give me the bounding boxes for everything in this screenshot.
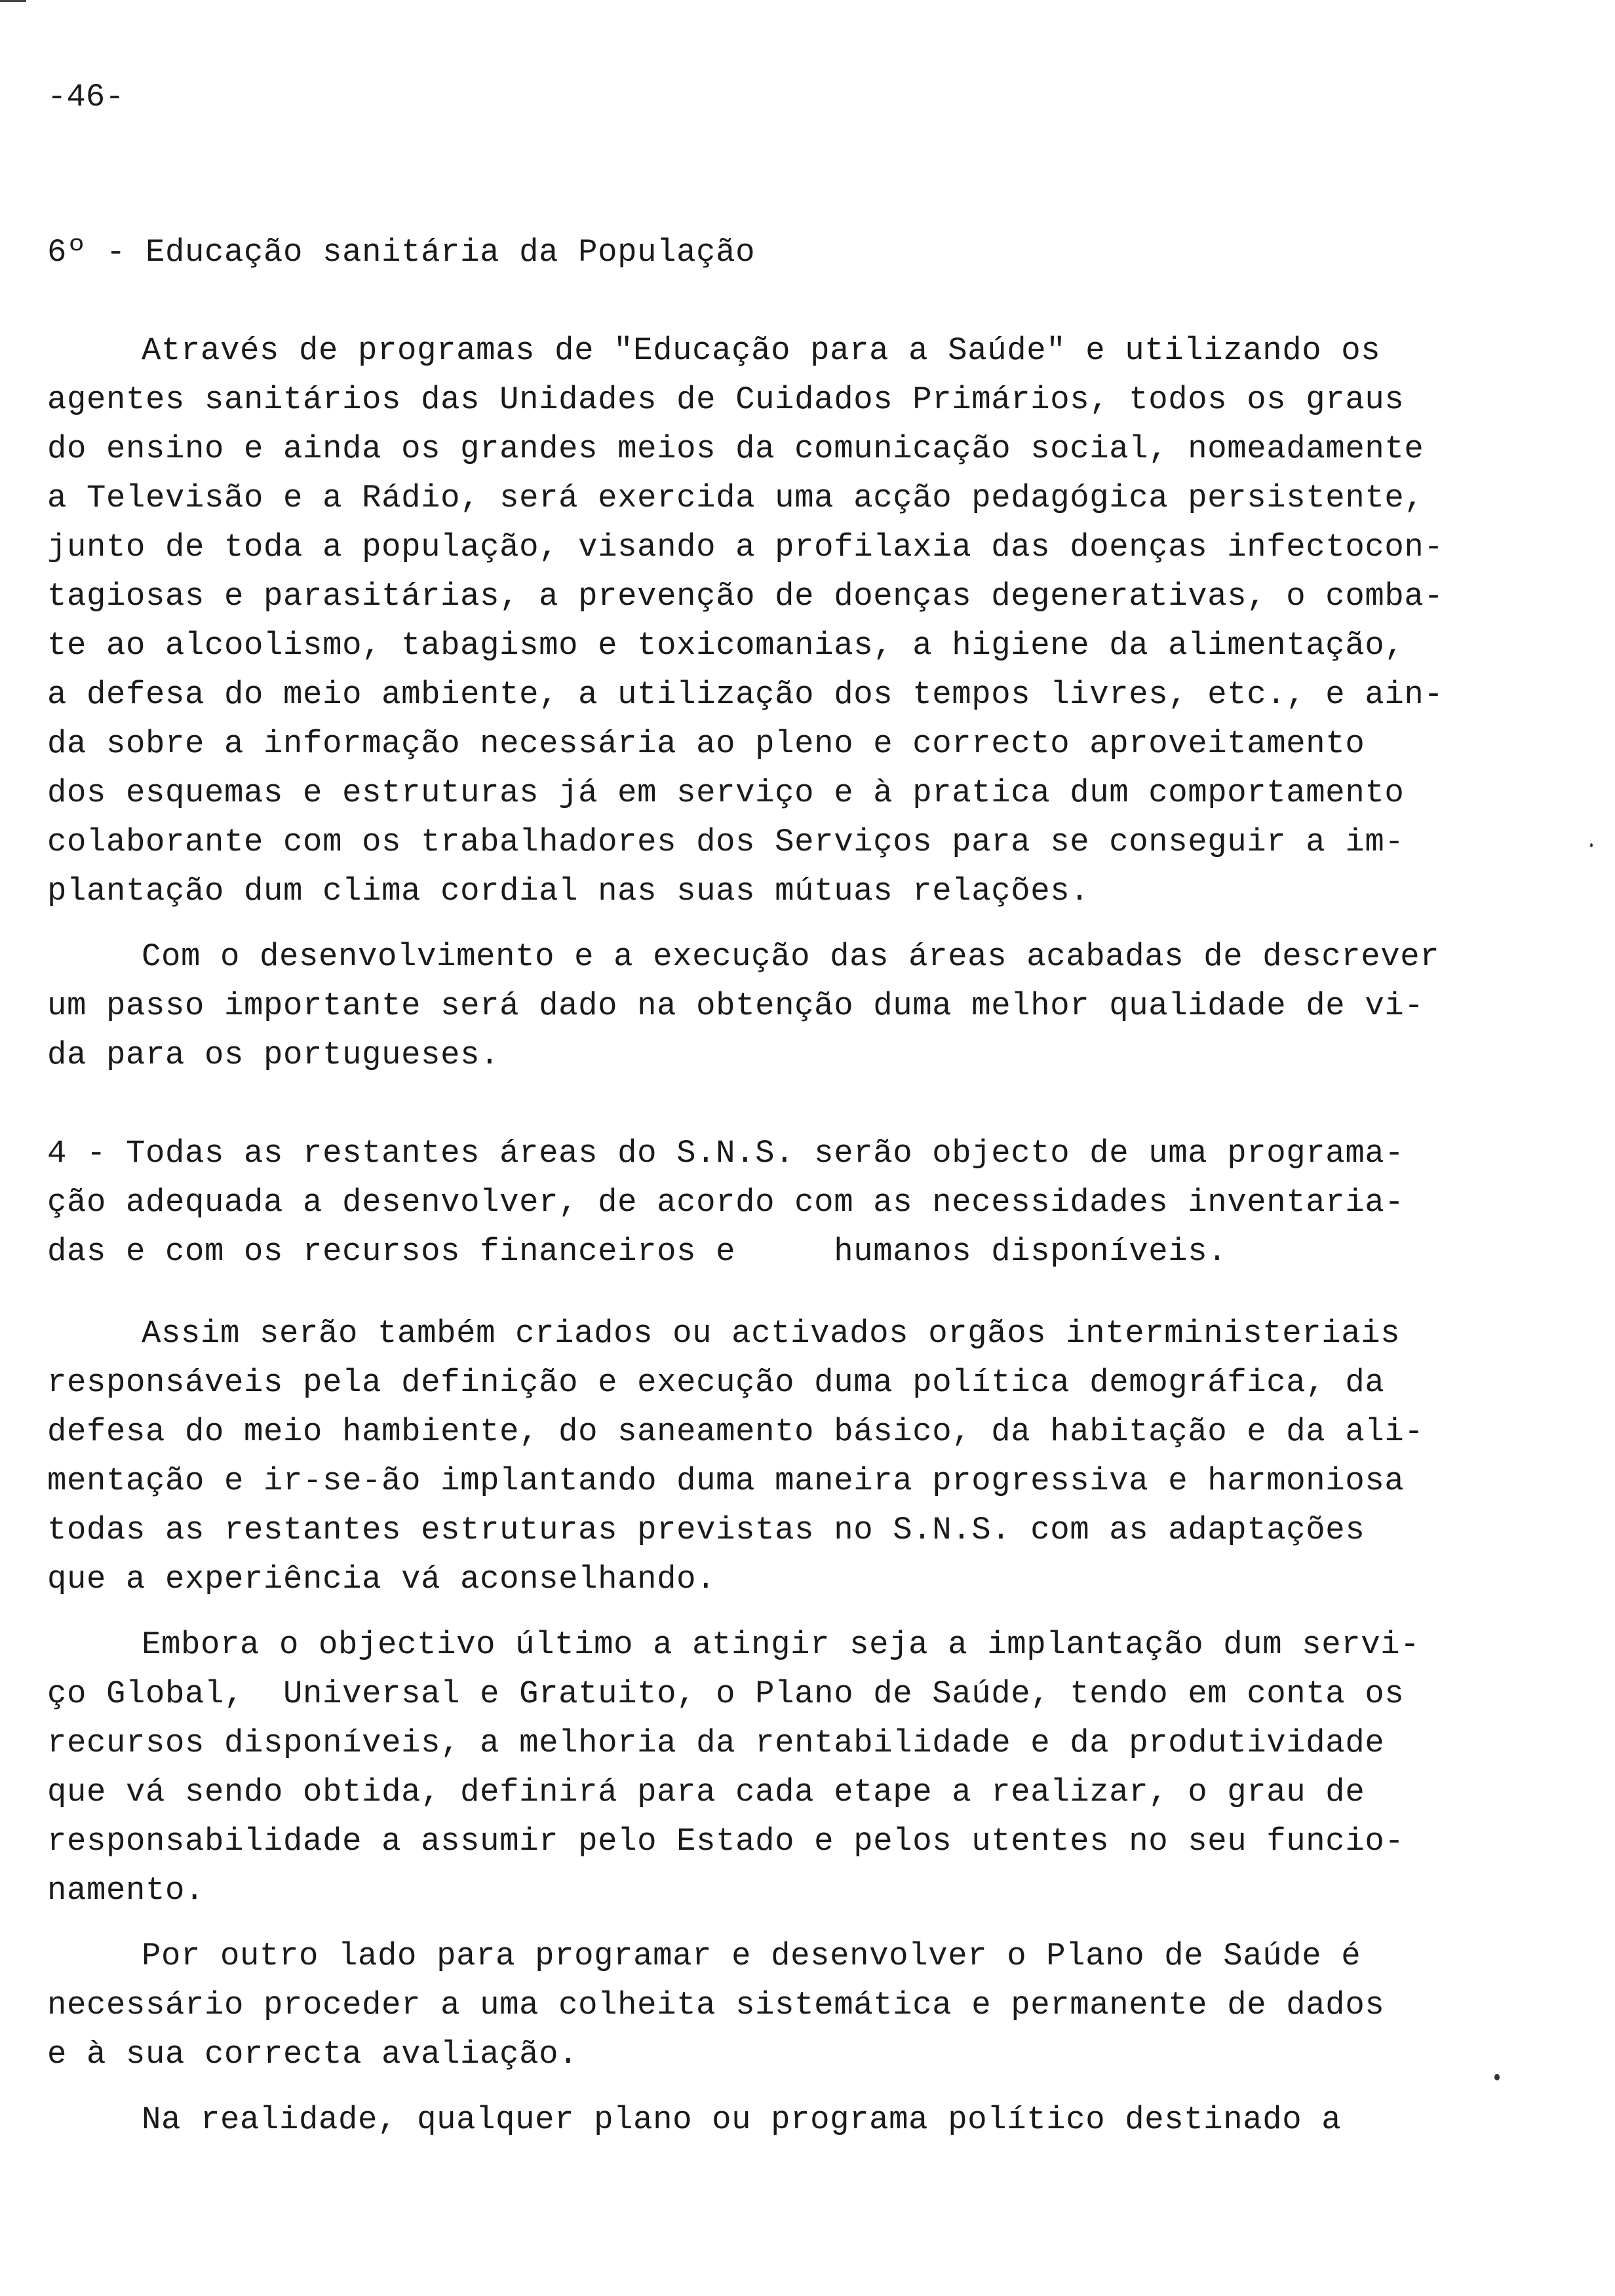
text-line: um passo importante será dado na obtenção duma melhor qualidade de vi-	[47, 987, 1424, 1024]
text-line: a defesa do meio ambiente, a utilização dos tempos livres, etc., e ain-	[47, 676, 1444, 713]
text-line: da para os portugueses.	[47, 1037, 500, 1073]
text-line: Através de programas de "Educação para a Saúde" e utilizando os	[142, 332, 1381, 369]
text-line: responsáveis pela definição e execução duma política demográfica, da	[47, 1364, 1385, 1401]
text-line: do ensino e ainda os grandes meios da comunicação social, nomeadamente	[47, 430, 1424, 467]
text-line: tagiosas e parasitárias, a prevenção de doenças degenerativas, o comba-	[47, 578, 1444, 615]
text-line: recursos disponíveis, a melhoria da rentabilidade e da produtividade	[47, 1725, 1385, 1761]
text-line: Embora o objectivo último a atingir seja a implantação dum servi-	[142, 1626, 1420, 1663]
section-heading: 6º - Educação sanitária da População	[47, 234, 756, 271]
text-line: das e com os recursos financeiros e humanos disponíveis.	[47, 1233, 1228, 1270]
text-line: Com o desenvolvimento e a execução das áreas acabadas de descrever	[142, 938, 1440, 975]
text-line: todas as restantes estruturas previstas no S.N.S. com as adaptações	[47, 1512, 1365, 1548]
text-line: a Televisão e a Rádio, será exercida uma acção pedagógica persistente,	[47, 480, 1424, 516]
text-line: da sobre a informação necessária ao pleno e correcto aproveitamento	[47, 725, 1365, 762]
text-line: plantação dum clima cordial nas suas mútuas relações.	[47, 873, 1090, 909]
text-line: namento.	[47, 1872, 205, 1909]
page-number: -46-	[47, 79, 125, 115]
text-line: necessário proceder a uma colheita sistemática e permanente de dados	[47, 1987, 1385, 2023]
text-line: agentes sanitários das Unidades de Cuidados Primários, todos os graus	[47, 381, 1405, 418]
text-line: dos esquemas e estruturas já em serviço e à pratica dum comportamento	[47, 775, 1405, 811]
text-line: colaborante com os trabalhadores dos Serviços para se conseguir a im-	[47, 824, 1405, 860]
scan-speck	[1590, 843, 1593, 847]
text-line: defesa do meio hambiente, do saneamento básico, da habitação e da ali-	[47, 1413, 1424, 1450]
text-line: responsabilidade a assumir pelo Estado e pelos utentes no seu funcio-	[47, 1823, 1405, 1860]
text-line: junto de toda a população, visando a profilaxia das doenças infectocon-	[47, 529, 1444, 565]
text-line: que a experiência vá aconselhando.	[47, 1561, 716, 1598]
text-line: que vá sendo obtida, definirá para cada etape a realizar, o grau de	[47, 1774, 1365, 1810]
text-line: ção adequada a desenvolver, de acordo com as necessidades inventaria-	[47, 1184, 1405, 1221]
text-line: Assim serão também criados ou activados orgãos interministeriais	[142, 1315, 1401, 1352]
scan-speck	[1494, 2074, 1500, 2080]
text-line: ço Global, Universal e Gratuito, o Plano de Saúde, tendo em conta os	[47, 1675, 1405, 1712]
text-line: 4 - Todas as restantes áreas do S.N.S. serão objecto de uma programa-	[47, 1135, 1405, 1172]
text-line: Por outro lado para programar e desenvolver o Plano de Saúde é	[142, 1938, 1361, 1974]
text-line: mentação e ir-se-ão implantando duma maneira progressiva e harmoniosa	[47, 1463, 1405, 1499]
text-line: te ao alcoolismo, tabagismo e toxicomanias, a higiene da alimentação,	[47, 627, 1405, 664]
text-line: Na realidade, qualquer plano ou programa político destinado a	[142, 2101, 1342, 2138]
text-line: e à sua correcta avaliação.	[47, 2036, 579, 2073]
scan-edge-mark	[0, 0, 26, 2]
